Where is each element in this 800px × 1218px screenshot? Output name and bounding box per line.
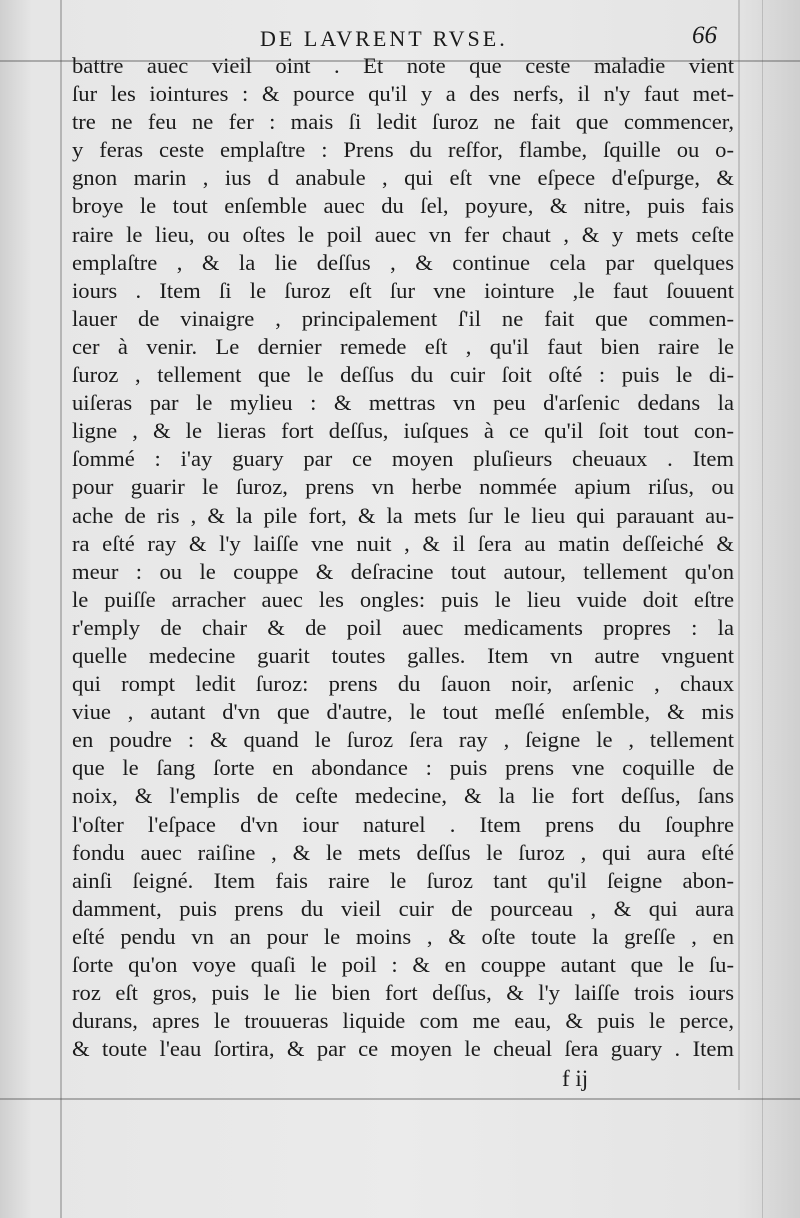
text-line: quelle medecine guarit toutes galles. Item vn autre vnguent bbox=[72, 642, 734, 668]
text-line: y feras ceste emplaſtre : Prens du reſfor, flambe, ſquille ou o- bbox=[72, 137, 734, 163]
text-line: fondu auec raiſine , & le mets deſſus le ſuroz , qui aura eſté bbox=[72, 839, 734, 865]
text-line: tre ne feu ne fer : mais ſi ledit ſuroz ne fait que commencer, bbox=[72, 109, 734, 135]
text-line: ſuroz , tellement que le deſſus du cuir ſoit oſté : puis le di- bbox=[72, 362, 734, 388]
text-line: en poudre : & quand le ſuroz ſera ray , ſeigne le , tellement bbox=[72, 727, 734, 753]
margin-rule-right-outer bbox=[762, 0, 763, 1218]
text-line: gnon marin , ius d anabule , qui eſt vne eſpece d'eſpurge, & bbox=[72, 165, 734, 191]
text-line: ra eſté ray & l'y laiſſe vne nuit , & il ſera au matin deſſeiché & bbox=[72, 530, 734, 556]
footer-rule bbox=[0, 1098, 800, 1100]
text-line: ſorte qu'on voye quaſi le poil : & en couppe autant que le ſu- bbox=[72, 952, 734, 977]
signature-mark: f ij bbox=[562, 1066, 589, 1091]
text-line: cer à venir. Le dernier remede eſt , qu'il faut bien raire le bbox=[72, 333, 734, 359]
text-line: uiſeras par le mylieu : & mettras vn peu d'arſenic dedans la bbox=[72, 390, 734, 416]
text-line: iours . Item ſi le ſuroz eſt ſur vne iointure ,le faut ſouuent bbox=[72, 277, 734, 303]
text-line: damment, puis prens du vieil cuir de pourceau , & qui aura bbox=[72, 895, 734, 921]
text-line: roz eſt gros, puis le lie bien fort deſſus, & l'y laiſſe trois iours bbox=[72, 980, 734, 1006]
text-line: ainſi ſeigné. Item fais raire le ſuroz tant qu'il ſeigne abon- bbox=[72, 867, 734, 893]
text-line: noix, & l'emplis de ceſte medecine, & la lie fort deſſus, ſans bbox=[72, 783, 734, 809]
text-line: l'oſter l'eſpace d'vn iour naturel . Item prens du ſouphre bbox=[72, 811, 734, 837]
text-line: & toute l'eau ſortira, & par ce moyen le cheual ſera guary . Item bbox=[72, 1036, 734, 1062]
text-line: ache de ris , & la pile fort, & la mets ſur le lieu qui parauant au- bbox=[72, 502, 734, 528]
margin-rule-left bbox=[60, 0, 62, 1218]
text-line: viue , autant d'vn que d'autre, le tout meſlé enſemble, & mis bbox=[72, 699, 734, 725]
text-line: eſté pendu vn an pour le moins , & oſte toute la greſſe , en bbox=[72, 923, 734, 949]
text-line: le puiſſe arracher auec les ongles: puis le lieu vuide doit eſtre bbox=[72, 586, 734, 612]
text-line: durans, apres le trouueras liquide com me eau, & puis le perce, bbox=[72, 1008, 734, 1034]
text-line: ſur les iointures : & pource qu'il y a des nerfs, il n'y faut met- bbox=[72, 81, 734, 107]
running-head: DE LAVRENT RVSE. bbox=[260, 26, 508, 51]
text-line: que le ſang ſorte en abondance : puis prens vne coquille de bbox=[72, 755, 734, 781]
text-line: broye le tout enſemble auec du ſel, poyure, & nitre, puis fais bbox=[72, 193, 734, 219]
text-line: ſommé : i'ay guary par ce moyen pluſieurs cheuaux . Item bbox=[72, 446, 734, 472]
text-line: battre auec vieil oint . Et note que ceste maladie vient bbox=[72, 53, 734, 78]
text-line: emplaſtre , & la lie deſſus , & continue cela par quelques bbox=[72, 249, 734, 275]
text-line: raire le lieu, ou oſtes le poil auec vn fer chaut , & y mets ceſte bbox=[72, 221, 734, 247]
margin-rule-right bbox=[738, 0, 740, 1090]
text-line: meur : ou le couppe & deſracine tout autour, tellement qu'on bbox=[72, 558, 734, 584]
text-line: ligne , & le lieras fort deſſus, iuſques à ce qu'il ſoit tout con- bbox=[72, 418, 734, 444]
page-number: 66 bbox=[692, 22, 717, 49]
text-line: pour guarir le ſuroz, prens vn herbe nommée apium riſus, ou bbox=[72, 474, 734, 500]
text-line: r'emply de chair & de poil auec medicaments propres : la bbox=[72, 614, 734, 640]
body-text bbox=[72, 52, 734, 1063]
text-line: qui rompt ledit ſuroz: prens du ſauon noir, arſenic , chaux bbox=[72, 671, 734, 697]
text-line: lauer de vinaigre , principalement ſ'il ne fait que commen- bbox=[72, 305, 734, 331]
